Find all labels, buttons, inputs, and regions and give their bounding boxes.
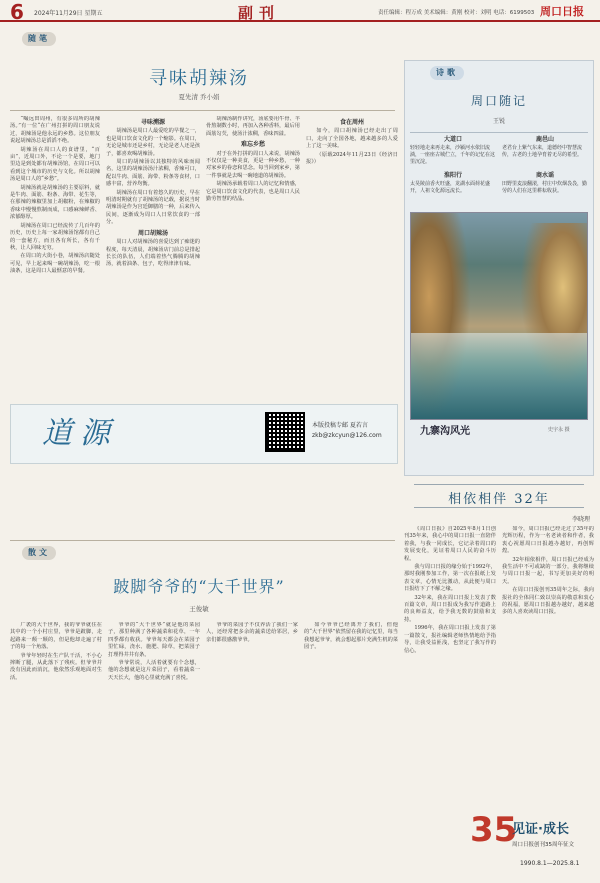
paragraph: 32年相依相伴，周口日报已经成为我生活中不可或缺的一部分，我将继续与周口日报一起，书写更加美好的明天。 [502,556,594,585]
poem-heading: 鹿邑山 [535,136,554,143]
submission-email[interactable]: zkb@zkcyun@126.com [312,432,382,439]
subheading: 食在周州 [339,119,364,126]
paragraph: 32年来，我在周口日报上发表了数百篇文章，周口日报成为我写作道路上的良师益友，给予我无数的鼓励和支持。 [404,594,496,623]
article-title: 相依相伴 32年 [448,492,550,507]
poem-text: 田野里麦浪翻滚，村庄中炊烟袅袅，勤劳的人们在这里耕耘收获。 [502,181,588,194]
subheading: 周口胡辣汤 [137,229,168,237]
paragraph: 胡辣汤在周口已经流传了几百年的历史，历史上每一家胡辣汤馆都有自己的一套秘方，而且各有所长，各有千秋，让人回味无穷。 [10,222,100,251]
paragraph: 胡辣汤在周口人的食谱里，“百亩”，近周口外，不论一个是要，地门里边是到处都有胡辣汤馆，在周口可以看到这个城市的历史与文化。所以胡辣汤是周口人的“乡愁”。 [10,146,100,183]
paragraph: 如今，周口日报已经走过了35年的光辉历程，作为一名老读者和作者，我衷心祝愿周口日报越办越好，再创辉煌。 [502,526,594,555]
paragraph: 爷爷的菜园子不仅养活了我们一家人，还经常把多余的蔬菜送给邻居，乡亲们都很感激爷爷。 [206,622,298,643]
paragraph: 胡辣汤承载着周口人的记忆和情感，它是周口饮食文化的代表，也是周口人民勤劳智慧的结晶。 [206,181,300,203]
article-byline: 李晓理 [571,516,590,523]
text-column-2 [106,116,200,402]
anniversary-subtitle: 周口日报创刊35周年征文 [512,842,574,848]
qr-code-icon[interactable] [265,412,305,452]
poem-title: 周口随记 [470,94,527,108]
anniversary-number: 35 [470,810,518,850]
paragraph: （原载2024年11月23日《经济日报》） [306,151,398,166]
text-column-4 [306,116,398,402]
subheading: 寻味溯源 [140,119,165,126]
paragraph: 如今爷爷已经离开了我们，但他的“大千世界”依然留在我的记忆里，每当我想起爷爷，就会想起那片充满生机的菜园子。 [304,622,398,651]
editor-credits: 责任编辑：程万成 美术编辑：黄刚 校对：刘明 电话：6199503 [378,10,535,16]
paragraph: 周口的胡辣汤以其独特的风味而闻名，这里的胡辣汤汤汁浓稠，香辣可口，配以牛肉、面筋、海带、粉条等食材，口感丰富，营养均衡。 [106,159,200,188]
anniversary-years: 1990.8.1—2025.8.1 [520,860,580,867]
paragraph: 对于在外打拼的周口人来说，胡辣汤不仅仅是一种美食，更是一种乡愁，一种对家乡的眷恋和思念。每当回到家乡，第一件事就是去喝一碗地道的胡辣汤。 [206,150,300,179]
newspaper-masthead: 周口日报 [540,5,584,18]
paragraph: 1996年，我在周口日报上发表了第一篇散文，报社编辑老师热情地给予指导，让我受益匪浅，也坚定了我写作的信心。 [404,625,496,654]
article-byline: 王俊敏 [189,605,209,613]
paragraph: 周口人对胡辣汤的喜爱达到了痴迷的程度，每天清晨，胡辣汤店门前总是排起长长的队伍，人们端着热气腾腾的胡辣汤，就着油条、包子，吃得津津有味。 [106,239,200,268]
anniversary-slogan: 见证·成长 [512,822,569,837]
column-tag-shige: 诗歌 [430,66,464,80]
divider [410,132,588,133]
poem-item [502,136,588,159]
text-column-1 [10,116,100,402]
poem-item [410,136,496,166]
submission-note: 本版投稿专邮 夏若言 [312,422,368,429]
poem-text: 太昊陵前香火旺盛，龙湖水面荷花盛开，人祖文化源远流长。 [410,181,491,194]
text-column-10 [502,526,594,808]
photo-caption: 九寨沟风光 [420,426,470,437]
paragraph: “嘬远田周州，有很多周所的胡辣汤。”有一位“在广州打拼的周口朋友说过，胡辣汤是他永远的乡愁。这位朋友说起胡辣汤总是滔滔不绝。 [10,116,100,145]
paragraph: 胡辣汤就是胡辣汤的主要原料，就是牛肉、面筋、粉条、海带、花生等，在那辣的辣椒里加上胡椒粉，在辣椒的香味中慢慢熬制而成，口感麻辣鲜香、浓郁醇厚。 [10,184,100,221]
page-number: 6 [10,0,24,24]
paragraph: 胡辣汤是周口人最爱吃的早餐之一，也是周口饮食文化的一个缩影。在周口，无论是城市还是乡村，无论是老人还是孩子，都喜欢喝胡辣汤。 [106,128,200,157]
article-title: 跛脚爷爷的“大千世界” [113,577,285,596]
photo-water [411,333,588,420]
poem-item [502,172,588,195]
paragraph: 在周口日报创刊35周年之际，我向报社的全体同仁致以崇高的敬意和衷心的祝福，愿周口日报越办越好，越来越多的人喜欢读周口日报。 [502,587,594,616]
paragraph: 胡辣汤制作讲究，汤底要用牛骨、羊骨熬制数小时，再加入各种香料，最后用面筋勾芡，使汤汁浓稠，香味四溢。 [206,116,300,137]
article-title: 寻味胡辣汤 [149,68,249,89]
photo-credit: 史宇永 摄 [548,427,570,433]
paragraph: 在周口的大街小巷，胡辣汤店随处可见，早上起来喝一碗胡辣汤，吃一根油条，这是周口人最惬意的早餐。 [10,253,100,275]
paragraph: 我与周口日报的缘分始于1992年，那时我刚参加工作，第一次在报纸上发表文章，心情无比激动，从此便与周口日报结下了不解之缘。 [404,564,496,593]
text-column-7 [206,622,298,878]
paragraph: 爷爷的“大千世界”就是他的菜园子，那里种满了各种蔬菜和花草，一年四季都有收获。爷爷每天都会在菜园子里忙碌，浇水、施肥、除草，把菜园子打理得井井有条。 [108,622,200,658]
poem-item [410,172,496,195]
poem-text: 轻轻地走来再走来，沙颍河水依旧流淌，一座座古城伫立，千年的记忆在这里沉淀。 [410,145,496,165]
column-tag-suibi: 随笔 [22,32,56,46]
text-column-3 [206,116,300,402]
poem-text: 老君台上紫气东来，道德经中智慧流传，古老的土地孕育着无尽的希望。 [502,145,583,158]
paragraph: 广袤的大千世界，我的爷爷就住在其中的一个小村庄里，爷爷是跛脚，走起路来一颠一颠的，但是他却走遍了村子的每一个角落。 [10,622,102,651]
article-byline: 夏先清 乔小娟 [178,93,220,101]
poem-author: 王锐 [492,118,505,125]
poem-heading: 大道口 [443,136,462,143]
divider [10,540,395,541]
landscape-photo [410,212,588,420]
paragraph: 《周口日报》自2025年8月1日创刊35年来，我心中的周口日报一直陪伴着我，与我一同成长，它记录着周口的发展变化，见证着周口人民的奋斗历程。 [404,526,496,562]
paragraph: 如今，周口胡辣汤已经走出了周口，走向了全国各地，越来越多的人爱上了这一美味。 [306,128,398,150]
column-tag-sanwen: 散文 [22,546,56,560]
subheading: 难忘乡愁 [240,141,265,149]
paragraph: 爷爷年轻时在生产队干活，不小心摔断了腿，从此落下了残疾。但爷爷并没有因此而消沉，他依然乐观地面对生活。 [10,652,102,681]
divider [10,110,395,111]
text-column-8 [304,622,398,878]
poem-heading: 商水谣 [535,172,554,179]
text-column-5 [10,622,102,878]
paragraph: 爷爷常说，人活着就要有个念想，他的念想就是这片菜园子，看着蔬菜一天天长大，他的心里就充满了喜悦。 [108,660,200,681]
section-title: 副刊 [238,4,281,22]
daoyuan-title: 道源 [42,416,118,451]
poem-heading: 淮阳行 [443,172,462,179]
publication-date: 2024年11月29日 星期五 [34,10,103,17]
text-column-6 [108,622,200,878]
paragraph: 胡辣汤在周口有着悠久的历史，早在明清时期就有了胡辣汤的记载，据说当时胡辣汤是作为宫廷御膳的一种，后来传入民间，逐渐成为周口人日常饮食的一部分。 [106,189,200,226]
